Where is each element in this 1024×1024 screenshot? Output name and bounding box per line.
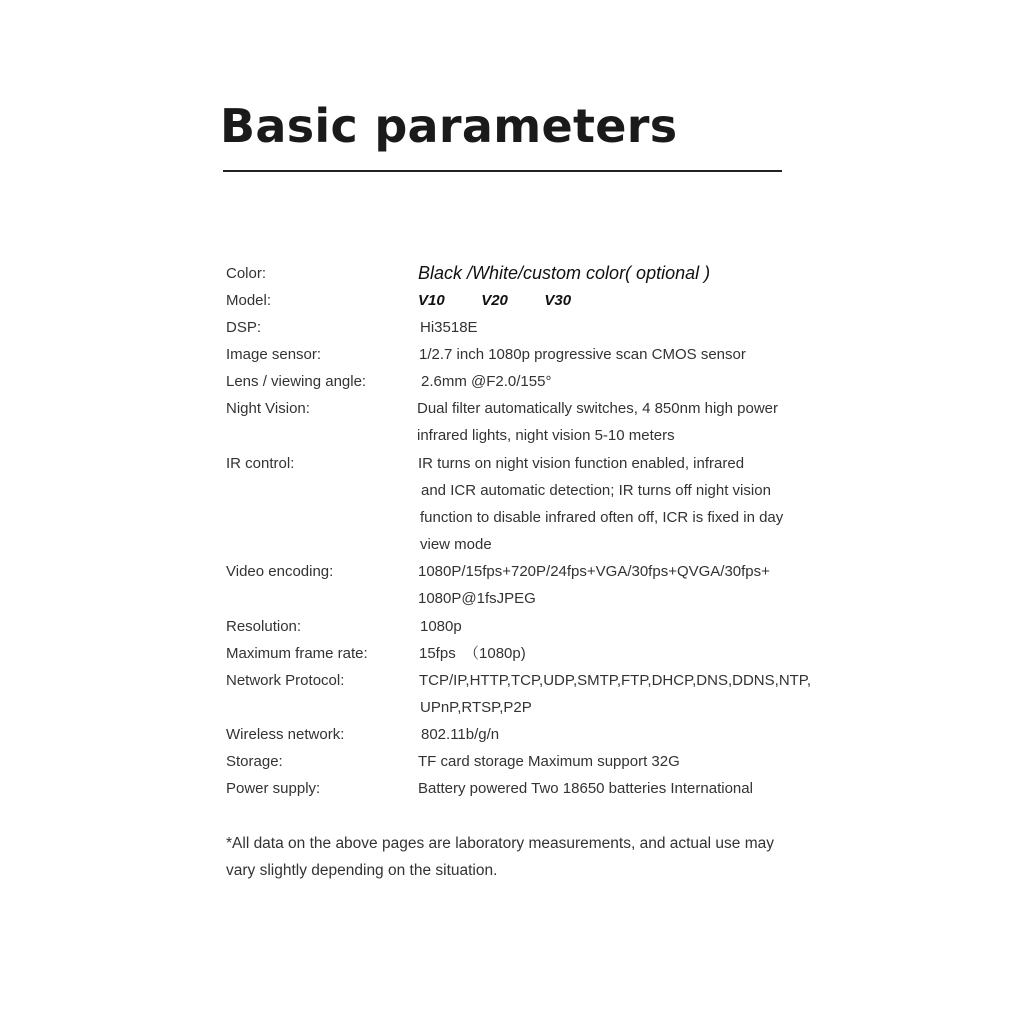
spec-value-line: view mode [420,536,492,553]
spec-value [418,558,818,612]
spec-value-line: TCP/IP,HTTP,TCP,UDP,SMTP,FTP,DHCP,DNS,DDNS,NTP, [419,672,812,689]
spec-value [418,748,818,775]
spec-value [418,287,818,314]
spec-value-line: and ICR automatic detection; IR turns off night vision [421,482,771,499]
spec-value-line: Battery powered Two 18650 batteries International [418,780,753,797]
spec-label: Wireless network: [226,726,345,743]
spec-label: DSP: [226,319,262,336]
spec-value-line: 2.6mm @F2.0/155° [421,373,552,390]
spec-label: IR control: [226,455,295,472]
spec-label: Storage: [226,753,283,770]
spec-label: Resolution: [226,618,302,635]
spec-value-line: Black /White/custom color( optional ) [418,263,711,283]
spec-value [418,260,818,287]
spec-value-line: V10 V20 V30 [418,292,572,309]
spec-value-line: 15fps （1080p) [419,645,526,662]
spec-value-line: 1080P@1fsJPEG [418,590,536,607]
spec-label: Model: [226,292,272,309]
spec-value [419,341,819,368]
spec-label: Maximum frame rate: [226,645,368,662]
spec-value [421,368,821,395]
page-title: Basic parameters [220,99,678,153]
spec-value [418,775,818,802]
spec-value-line: Dual filter automatically switches, 4 850nm high power [417,400,779,417]
spec-value-line: 1080p [420,618,462,635]
spec-value [421,721,821,748]
spec-value-line: Hi3518E [420,319,478,336]
spec-value [418,450,818,558]
spec-value [420,314,820,341]
spec-value [420,613,820,640]
spec-value-line: UPnP,RTSP,P2P [420,699,532,716]
spec-label: Lens / viewing angle: [226,373,367,390]
spec-value-line: 802.11b/g/n [421,726,500,743]
spec-label: Night Vision: [226,400,310,417]
spec-value [419,667,819,721]
spec-value-line: 1080P/15fps+720P/24fps+VGA/30fps+QVGA/30fps+ [418,563,770,580]
spec-label: Image sensor: [226,346,322,363]
spec-value-line: 1/2.7 inch 1080p progressive scan CMOS sensor [419,346,746,363]
spec-label: Video encoding: [226,563,334,580]
spec-value-line: function to disable infrared often off, ICR is fixed in day [420,509,784,526]
footnote-line: *All data on the above pages are laboratory measurements, and actual use may [226,835,774,852]
footnote [226,830,806,884]
spec-label: Network Protocol: [226,672,345,689]
spec-value-line: TF card storage Maximum support 32G [418,753,680,770]
spec-value [419,640,819,667]
spec-value-line: infrared lights, night vision 5-10 meters [417,427,675,444]
spec-label: Color: [226,265,267,282]
spec-value [417,395,817,449]
spec-value-line: IR turns on night vision function enabled, infrared [418,455,745,472]
spec-label: Power supply: [226,780,321,797]
title-divider [223,170,782,172]
footnote-line: vary slightly depending on the situation. [226,862,498,879]
